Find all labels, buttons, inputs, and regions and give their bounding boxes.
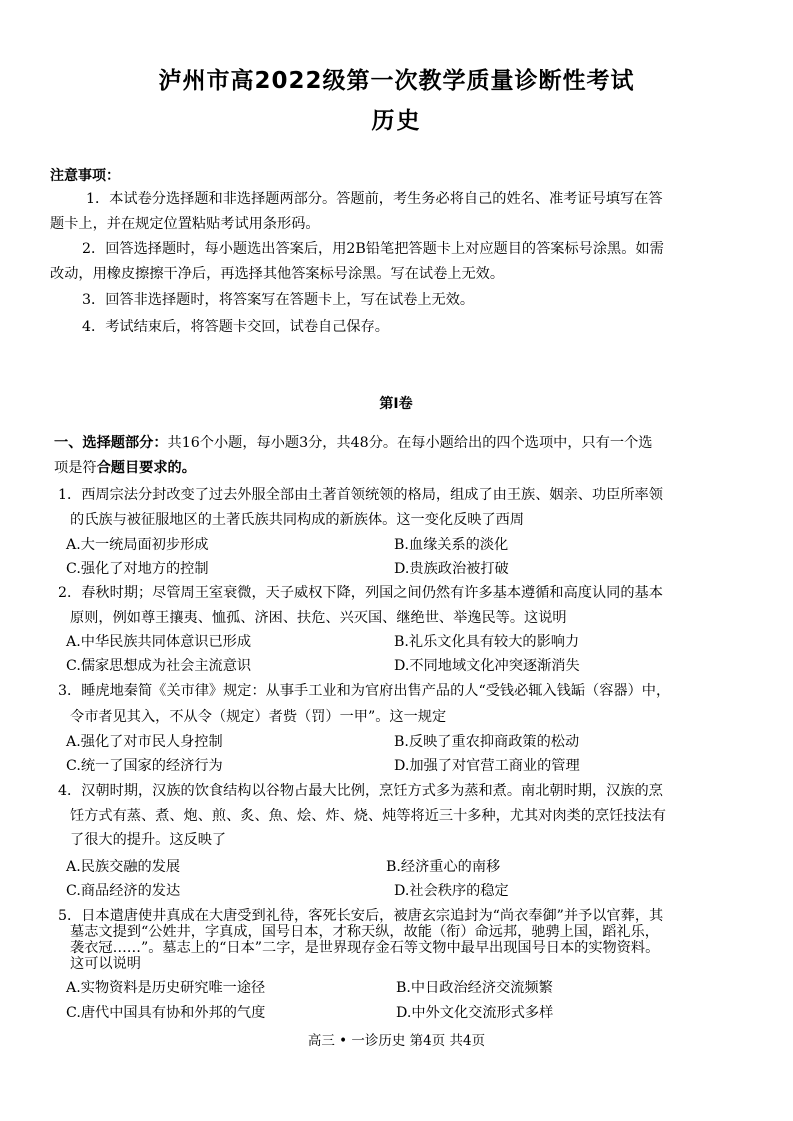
question-4-line-2: 饪方式有蒸、煮、炮、煎、炙、魚、烩、炸、烧、炖等将近三十多种，尤其对肉类的烹饪技法有 xyxy=(70,808,666,824)
question-1-line-2: 的氏族与被征服地区的土著氏族共同构成的新族体。这一变化反映了西周 xyxy=(70,512,525,528)
question-4-option-d: D.社会秩序的稳定 xyxy=(394,883,509,899)
notice-item-4: 4．考试结束后，将答题卡交回，试卷自己保存。 xyxy=(82,319,389,335)
question-5-option-d: D.中外文化交流形式多样 xyxy=(396,1005,554,1021)
notice-item-1-line-2: 题卡上，并在规定位置粘贴考试用条形码。 xyxy=(50,216,320,232)
question-4-option-c: C.商品经济的发达 xyxy=(66,883,181,899)
question-3-option-c: C.统一了国家的经济行为 xyxy=(66,758,223,774)
question-1-option-b: B.血缘关系的淡化 xyxy=(394,537,509,553)
question-5-option-b: B.中日政治经济交流频繁 xyxy=(396,980,553,996)
notice-item-2-line-2: 改动，用橡皮擦擦干净后，再选择其他答案标号涂黑。写在试卷上无效。 xyxy=(50,266,505,282)
question-5-option-a: A.实物资料是历史研究唯一途径 xyxy=(66,980,266,996)
volume-heading: 第Ⅰ卷 xyxy=(379,396,413,412)
question-4-line-3: 了很大的提升。这反映了 xyxy=(70,832,227,848)
notice-item-1-line-1: 1．本试卷分选择题和非选择题两部分。答题前，考生务必将自己的姓名、准考证号填写在答 xyxy=(86,191,663,207)
section-instructions-tail-b: 合题目要求的。 xyxy=(96,460,196,476)
section-instructions: 共16个小题，每小题3分，共48分。在每小题给出的四个选项中，只有一个选 xyxy=(167,435,653,451)
question-2-option-c: C.儒家思想成为社会主流意识 xyxy=(66,658,252,674)
section-heading-line-1 xyxy=(54,432,652,452)
notice-item-2-line-1: 2．回答选择题时，每小题选出答案后，用2B铅笔把答题卡上对应题目的答案标号涂黑。如需 xyxy=(82,241,664,257)
question-1-line-1: 1．西周宗法分封改变了过去外服全部由土著首领统领的格局，组成了由王族、姻亲、功臣所率领 xyxy=(58,487,663,503)
question-5-line-2: 墓志文提到“公姓井，字真成，国号日本，才称天纵，故能（衔）命远邦，驰骋上国，蹈礼乐， xyxy=(70,924,659,940)
section-instructions-tail-a: 项是符 xyxy=(54,460,97,476)
page-footer: 高三 • 一诊历史 第4页 共4页 xyxy=(307,1033,486,1049)
exam-title: 泸州市高2022级第一次教学质量诊断性考试 xyxy=(158,68,635,94)
notice-heading: 注意事项： xyxy=(50,168,120,184)
question-4-option-a: A.民族交融的发展 xyxy=(66,859,181,875)
question-3-option-d: D.加强了对官营工商业的管理 xyxy=(394,758,580,774)
question-5-line-1: 5．日本遣唐使井真成在大唐受到礼待，客死长安后，被唐玄宗追封为“尚衣奉御”并予以官葬，其 xyxy=(58,908,664,924)
question-3-option-b: B.反映了重农抑商政策的松动 xyxy=(394,734,580,750)
section-label: 一、选择题部分： xyxy=(54,435,168,451)
question-5-option-c: C.唐代中国具有协和外邦的气度 xyxy=(66,1005,266,1021)
question-3-line-1: 3．睡虎地秦简《关市律》规定：从事手工业和为官府出售产品的人“受钱必辄入钱缿（容器）中， xyxy=(58,683,671,699)
question-1-option-a: A.大一统局面初步形成 xyxy=(66,537,209,553)
question-4-line-1: 4．汉朝时期，汉族的饮食结构以谷物占最大比例，烹饪方式多为蒸和煮。南北朝时期，汉族的烹 xyxy=(58,783,663,799)
question-1-option-d: D.贵族政治被打破 xyxy=(394,561,509,577)
question-3-line-2: 令市者见其入，不从令（规定）者赀（罚）一甲”。这一规定 xyxy=(70,709,447,725)
question-2-option-b: B.礼乐文化具有较大的影响力 xyxy=(394,634,580,650)
question-2-line-1: 2．春秋时期；尽管周王室衰微，天子威权下降，列国之间仍然有许多基本遵循和高度认同的基本 xyxy=(58,585,663,601)
question-5-line-4: 这可以说明 xyxy=(70,956,141,972)
notice-item-3: 3．回答非选择题时，将答案写在答题卡上，写在试卷上无效。 xyxy=(82,292,475,308)
subject-title: 历史 xyxy=(371,108,422,134)
question-3-option-a: A.强化了对市民人身控制 xyxy=(66,734,223,750)
question-2-option-a: A.中华民族共同体意识已形成 xyxy=(66,634,252,650)
question-4-option-b: B.经济重心的南移 xyxy=(386,859,501,875)
question-5-line-3: 袭衣冠……”。墓志上的“日本”二字，是世界现存金石等文物中最早出现国号日本的实物资料。 xyxy=(70,940,660,956)
section-heading-line-2 xyxy=(54,457,196,477)
question-1-option-c: C.强化了对地方的控制 xyxy=(66,561,209,577)
question-2-option-d: D.不同地域文化冲突逐渐消失 xyxy=(394,658,580,674)
question-2-line-2: 原则，例如尊王攘夷、恤孤、济困、扶危、兴灭国、继绝世、举逸民等。这说明 xyxy=(70,610,567,626)
